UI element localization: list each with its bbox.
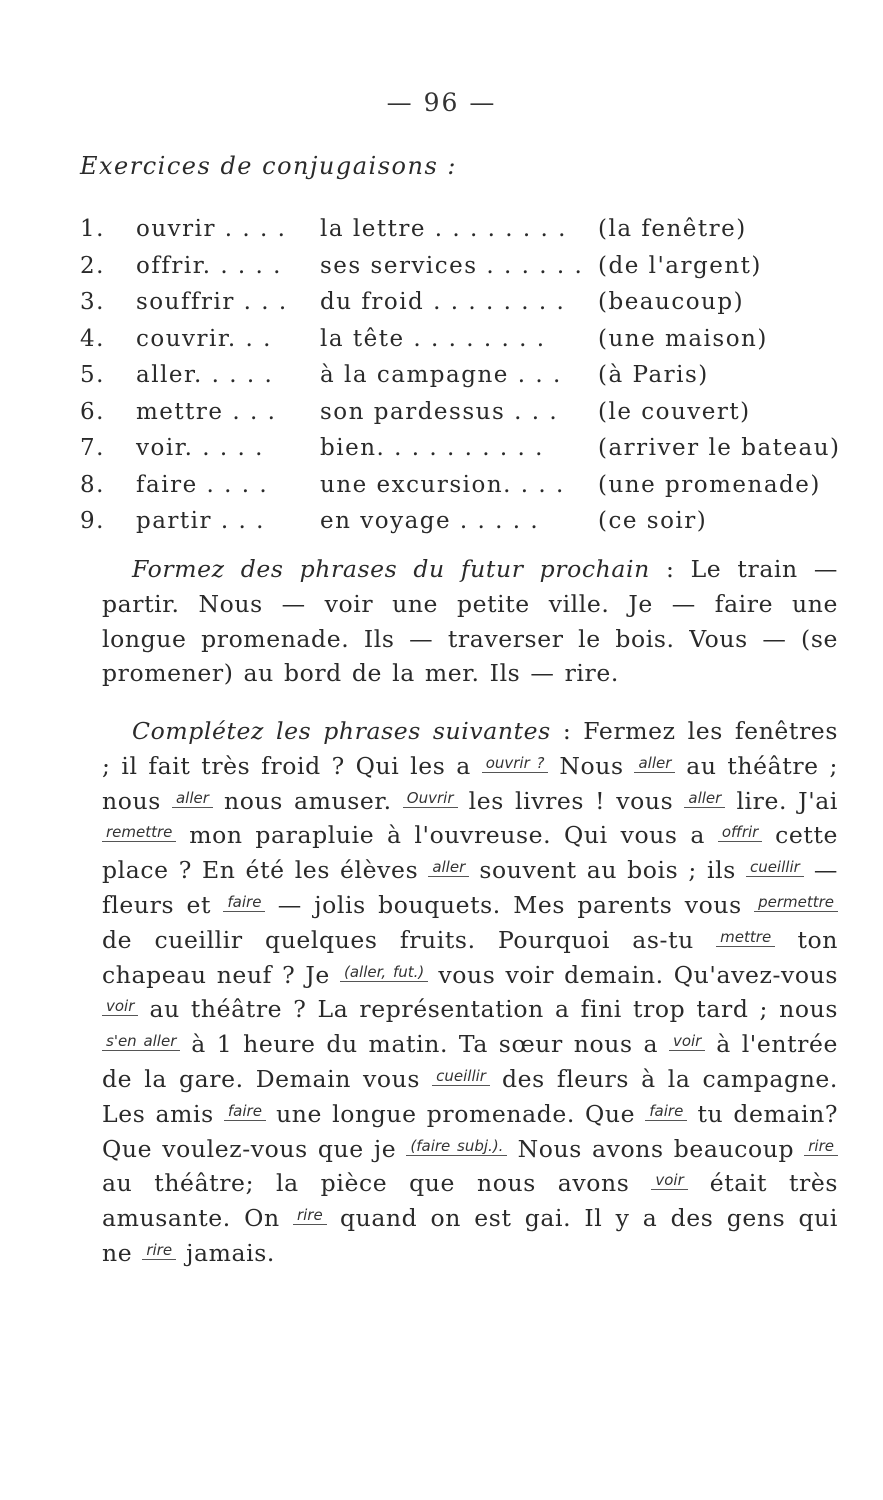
exercise-text: souvent au bois ; ils	[479, 856, 736, 885]
exercise-text: de cueillir quelques fruits. Pourquoi as-tu	[102, 925, 694, 954]
exercise-text: des fleurs à la campagne. Les amis	[102, 1064, 839, 1128]
item-verb: aller. . . . .	[136, 362, 274, 388]
item-number: 4.	[80, 325, 105, 352]
exercise-text: les livres ! vous	[468, 786, 674, 815]
item-alternative: (le couvert)	[598, 398, 751, 425]
handwritten-answer: (aller, fut.)	[340, 964, 428, 982]
exercise-text: jamais.	[186, 1238, 275, 1267]
exercise-text: tu demain? Que voulez-vous que je	[102, 1099, 839, 1163]
completion-exercise	[102, 714, 838, 1271]
item-verb: partir . . .	[136, 508, 265, 534]
handwritten-answer: remettre	[102, 824, 176, 842]
exercise-text: mon parapluie à l'ouvreuse. Qui vous a	[189, 821, 705, 850]
exercise-text: lire. J'ai	[736, 786, 838, 815]
handwritten-answer: ouvrir ?	[482, 755, 549, 773]
handwritten-answer: faire	[224, 1103, 266, 1121]
exercise-text: cette place ? En été les élèves	[102, 821, 839, 885]
item-number: 5.	[80, 362, 105, 388]
item-object: une excursion. . . .	[320, 471, 565, 498]
handwritten-answer: aller	[428, 859, 469, 877]
exercise-text: — jolis bouquets. Mes parents vous	[277, 890, 742, 919]
exercise-text: Nous avons beaucoup	[517, 1134, 795, 1163]
handwritten-answer: cueillir	[746, 859, 804, 877]
item-alternative: (à Paris)	[598, 362, 709, 388]
handwritten-answer: aller	[172, 790, 213, 808]
handwritten-answer: offrir	[718, 824, 763, 842]
handwritten-answer: voir	[102, 998, 138, 1016]
item-verb: voir. . . . .	[136, 435, 264, 461]
page-number: — 96 —	[386, 88, 497, 117]
exercise-text: Nous	[559, 751, 624, 780]
futur-exercise	[102, 552, 838, 691]
item-object: bien. . . . . . . . . .	[320, 435, 544, 461]
exercise-text: au théâtre; la pièce que nous avons	[102, 1169, 630, 1198]
handwritten-answer: permettre	[754, 894, 838, 912]
exercise-text: : Fermez les fenêtres ; il fait très froid ? Qui les a	[102, 717, 838, 780]
exercise-text: — fleurs et	[102, 856, 838, 919]
handwritten-answer: aller	[684, 790, 725, 808]
item-number: 8.	[80, 471, 105, 498]
item-verb: souffrir . . .	[136, 289, 288, 315]
handwritten-answer: s'en aller	[102, 1033, 180, 1051]
exercise-text: ton chapeau neuf ? Je	[102, 925, 839, 989]
conjugation-row	[80, 399, 860, 436]
exercise-text: à l'entrée de la gare. Demain vous	[102, 1030, 839, 1093]
exercise-text: à 1 heure du matin. Ta sœur nous a	[191, 1030, 659, 1059]
handwritten-answer: aller	[634, 755, 675, 773]
handwritten-answer: voir	[651, 1172, 687, 1190]
item-object: du froid . . . . . . . .	[320, 289, 566, 315]
handwritten-answer: faire	[645, 1103, 687, 1121]
conjugation-row	[80, 289, 860, 326]
item-verb: faire . . . .	[136, 471, 269, 498]
item-verb: ouvrir . . . .	[136, 216, 287, 242]
item-alternative: (ce soir)	[598, 508, 708, 534]
conjugation-row	[80, 472, 860, 509]
item-verb: offrir. . . . .	[136, 252, 282, 279]
completion-instruction: Complétez les phrases suivantes	[132, 717, 551, 745]
item-alternative: (une promenade)	[598, 471, 821, 498]
item-number: 7.	[80, 435, 105, 461]
item-object: son pardessus . . .	[320, 398, 559, 425]
item-alternative: (une maison)	[598, 325, 768, 352]
item-number: 9.	[80, 508, 105, 534]
exercise-text: une longue promenade. Que	[276, 1099, 636, 1128]
conjugation-row	[80, 326, 860, 363]
conjugation-row	[80, 216, 860, 253]
handwritten-answer: cueillir	[432, 1068, 490, 1086]
conjugation-row	[80, 253, 860, 290]
handwritten-answer: rire	[804, 1138, 838, 1156]
futur-text: : Le train — partir. Nous — voir une petite ville. Je — faire une longue promenade. Ils — traverser le bois. Vous — (se promener) au bord de la mer. Ils — rire.	[102, 555, 838, 688]
item-number: 3.	[80, 289, 105, 315]
conjugation-row	[80, 508, 860, 545]
item-alternative: (la fenêtre)	[598, 216, 747, 242]
handwritten-answer: faire	[223, 894, 265, 912]
exercise-text: au théâtre ? La représentation a fini trop tard ; nous	[149, 995, 838, 1024]
handwritten-answer: mettre	[716, 929, 775, 947]
exercise-text: était très amusante. On	[102, 1169, 838, 1233]
item-object: en voyage . . . . .	[320, 508, 540, 534]
item-number: 6.	[80, 398, 105, 425]
conjugation-list	[80, 216, 860, 545]
item-alternative: (de l'argent)	[598, 252, 762, 279]
item-verb: couvrir. . .	[136, 325, 272, 352]
handwritten-answer: rire	[293, 1207, 327, 1225]
item-object: à la campagne . . .	[320, 362, 562, 388]
item-object: la tête . . . . . . . .	[320, 325, 546, 352]
item-number: 2.	[80, 252, 105, 279]
handwritten-answer: rire	[142, 1242, 176, 1260]
item-verb: mettre . . .	[136, 398, 277, 425]
handwritten-answer: (faire subj.).	[406, 1138, 507, 1156]
handwritten-answer: voir	[669, 1033, 705, 1051]
exercise-text: vous voir demain. Qu'avez-vous	[438, 960, 838, 989]
item-object: la lettre . . . . . . . .	[320, 216, 567, 242]
section-title: Exercices de conjugaisons :	[80, 152, 457, 180]
conjugation-row	[80, 435, 860, 472]
exercise-text: au théâtre ; nous	[102, 751, 838, 815]
exercise-text: quand on est gai. Il y a des gens qui ne	[102, 1204, 838, 1267]
exercise-text: nous amuser.	[224, 786, 392, 815]
conjugation-row	[80, 362, 860, 399]
item-alternative: (beaucoup)	[598, 289, 745, 315]
handwritten-answer: Ouvrir	[403, 790, 458, 808]
futur-instruction: Formez des phrases du futur prochain	[132, 555, 650, 583]
item-number: 1.	[80, 216, 105, 242]
item-object: ses services . . . . . .	[320, 252, 584, 279]
item-alternative: (arriver le bateau)	[598, 435, 841, 461]
